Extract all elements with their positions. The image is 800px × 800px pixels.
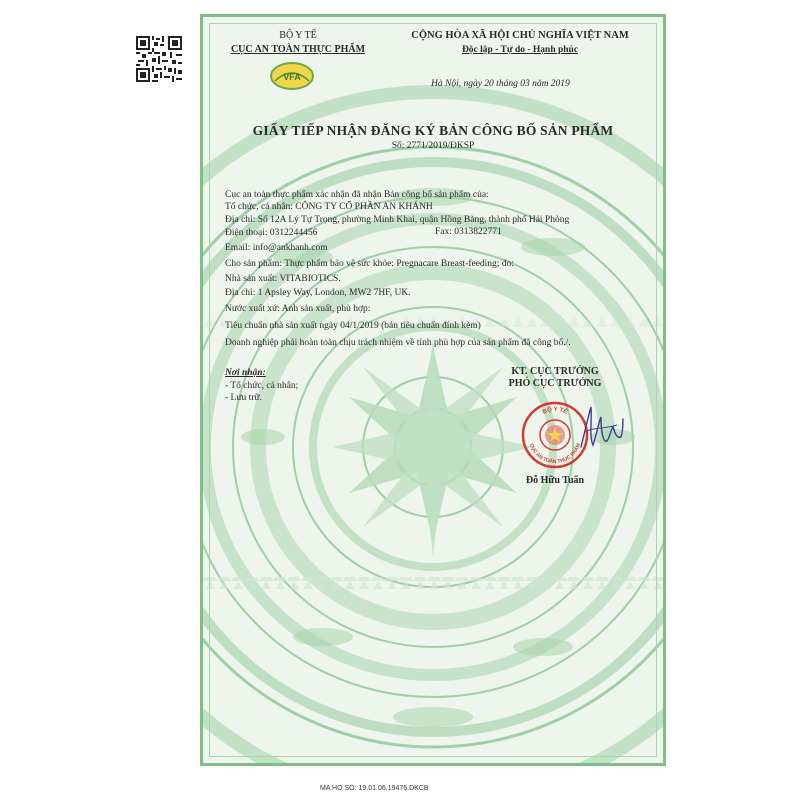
country-name: CỘNG HÒA XÃ HỘI CHỦ NGHĨA VIỆT NAM [411, 30, 629, 41]
svg-text:CỤC AN TOÀN THỰC PHẨM: CỤC AN TOÀN THỰC PHẨM [528, 442, 582, 466]
body-responsibility: Doanh nghiệp phải hoàn toàn chịu trách nhiệm về tính phù hợp của sản phẩm đã công bố./. [225, 338, 571, 348]
vfa-logo-icon [269, 61, 315, 91]
recipients [225, 367, 298, 405]
header-right [389, 29, 651, 57]
body-address: Địa chỉ: Số 12A Lý Tự Trọng, phường Minh Khai, quận Hồng Bàng, thành phố Hải Phòng [225, 215, 570, 225]
document-number: Số: 2771/2019/ĐKSP [391, 141, 475, 151]
motto: Độc lập - Tự do - Hạnh phúc [461, 45, 579, 55]
body-email: Email: info@ankhanh.com [225, 243, 328, 253]
body-fax: Fax: 0313822771 [435, 227, 502, 237]
certificate-page [200, 14, 666, 766]
signer-role-2: PHÓ CỤC TRƯỞNG [508, 378, 602, 389]
signer-name: Đỗ Hữu Tuấn [525, 475, 585, 486]
date-line: Hà Nội, ngày 20 tháng 03 năm 2019 [431, 79, 570, 89]
file-code: MA HO SO: 19.01.06.19476.DKCB [320, 785, 429, 792]
ministry-name: BỘ Y TẾ [279, 30, 317, 41]
qr-code-icon [136, 36, 182, 82]
body-phone: Điện thoại: 0312244456 [225, 228, 318, 238]
body-mfr-address: Địa chỉ: 1 Apsley Way, London, MW2 7HF, UK. [225, 288, 411, 298]
body-product: Cho sản phẩm: Thực phẩm bảo vệ sức khỏe: Pregnacare Breast-feeding; do: [225, 259, 514, 269]
signer-role [485, 366, 625, 390]
signer-role-1: KT. CỤC TRƯỞNG [511, 366, 599, 377]
handwritten-signature-icon [577, 401, 627, 457]
agency-name: CỤC AN TOÀN THỰC PHẨM [230, 44, 366, 55]
header-left [223, 29, 373, 57]
body-org: Tổ chức, cá nhân: CÔNG TY CỔ PHẦN AN KHÁNH [225, 202, 433, 212]
svg-text:BỘ Y TẾ: BỘ Y TẾ [541, 406, 569, 416]
body-origin: Nước xuất xứ: Anh sản xuất, phù hợp: [225, 304, 371, 314]
svg-text:VFA: VFA [283, 72, 301, 82]
recipient-item: - Lưu trữ. [225, 393, 262, 403]
recipients-title: Nơi nhận: [225, 368, 266, 378]
document-title: GIẤY TIẾP NHẬN ĐĂNG KÝ BẢN CÔNG BỐ SẢN PHẨM [252, 123, 614, 138]
body-standard: Tiêu chuẩn nhà sản xuất ngày 04/1/2019 (bản tiêu chuẩn đính kèm) [225, 321, 481, 331]
recipient-item: - Tổ chức, cá nhân; [225, 380, 299, 391]
body-intro: Cục an toàn thực phẩm xác nhận đã nhận Bản công bố sản phẩm của: [225, 190, 489, 200]
body-manufacturer: Nhà sản xuất: VITABIOTICS. [225, 274, 341, 284]
